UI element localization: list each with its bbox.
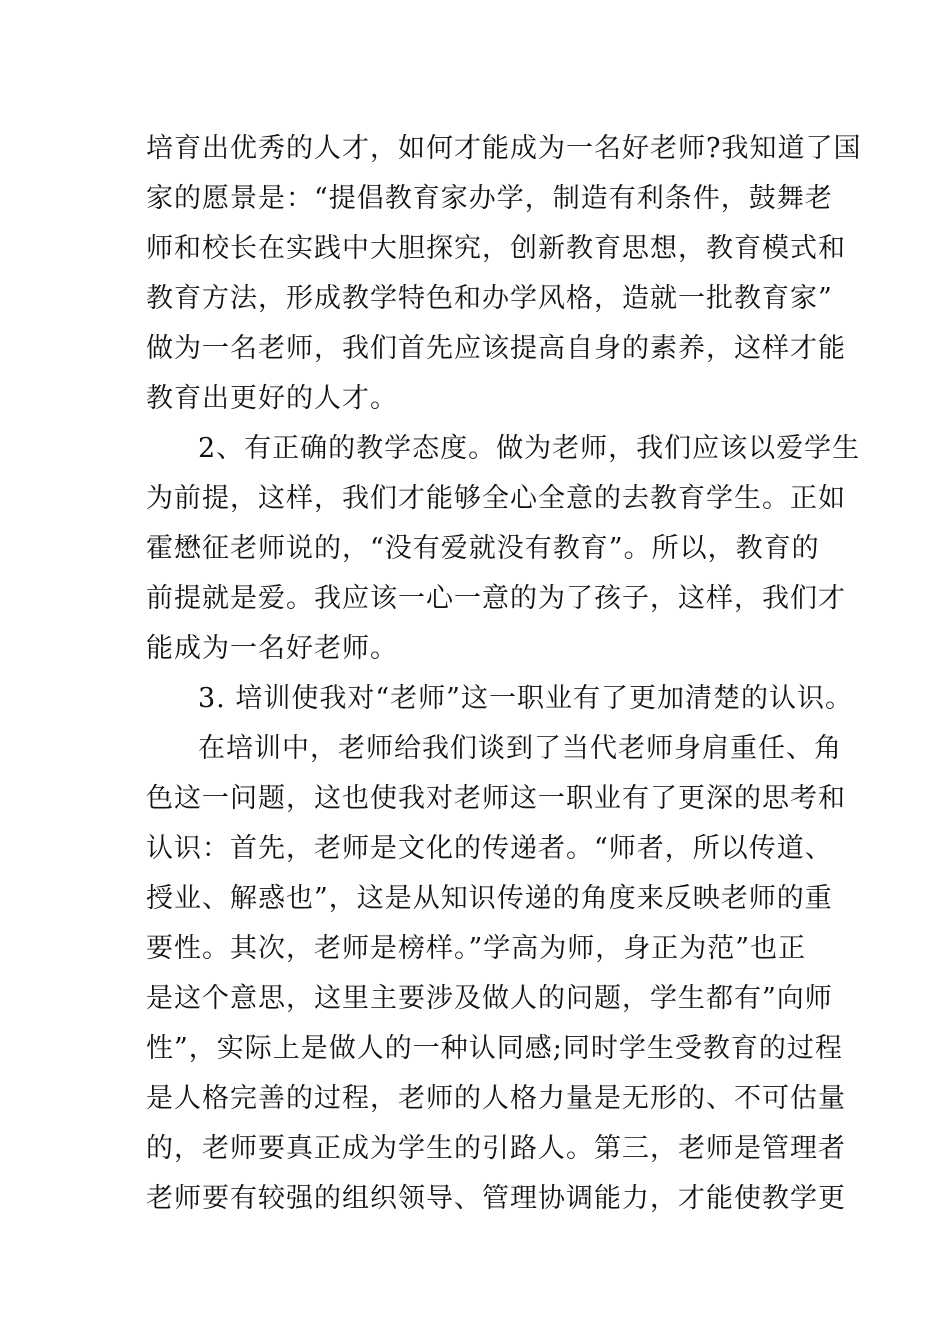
- text-line: 为前提，这样，我们才能够全心全意的去教育学生。正如: [146, 483, 846, 514]
- section-heading: 3. 培训使我对“老师”这一职业有了更加清楚的认识。: [198, 683, 853, 714]
- text-line: 家的愿景是：“提倡教育家办学，制造有利条件，鼓舞老: [146, 183, 833, 214]
- text-line: 老师要有较强的组织领导、管理协调能力，才能使教学更: [146, 1183, 846, 1214]
- text-line: 教育出更好的人才。: [146, 383, 398, 414]
- text-line: 教育方法，形成教学特色和办学风格，造就一批教育家”: [146, 283, 833, 314]
- text-line: 能成为一名好老师。: [146, 633, 398, 664]
- text-line: 师和校长在实践中大胆探究，创新教育思想，教育模式和: [146, 233, 846, 264]
- text-line: 培育出优秀的人才，如何才能成为一名好老师?我知道了国: [146, 133, 862, 164]
- text-line: 授业、解惑也”，这是从知识传递的角度来反映老师的重: [146, 883, 833, 914]
- text-line: 做为一名老师，我们首先应该提高自身的素养，这样才能: [146, 333, 846, 364]
- text-line: 在培训中，老师给我们谈到了当代老师身肩重任、角: [198, 733, 842, 764]
- text-line: 前提就是爱。我应该一心一意的为了孩子，这样，我们才: [146, 583, 846, 614]
- text-line: 是这个意思，这里主要涉及做人的问题，学生都有”向师: [146, 983, 833, 1014]
- text-line: 是人格完善的过程，老师的人格力量是无形的、不可估量: [146, 1083, 846, 1114]
- text-line: 色这一问题，这也使我对老师这一职业有了更深的思考和: [146, 783, 846, 814]
- text-line: 霍懋征老师说的，“没有爱就没有教育”。所以，教育的: [146, 533, 820, 564]
- text-line: 认识：首先，老师是文化的传递者。“师者，所以传道、: [146, 833, 833, 864]
- text-line: 的，老师要真正成为学生的引路人。第三，老师是管理者: [146, 1133, 846, 1164]
- text-line: 要性。其次，老师是榜样。”学高为师，身正为范”也正: [146, 933, 807, 964]
- text-line: 2、有正确的教学态度。做为老师，我们应该以爱学生: [198, 433, 861, 464]
- text-line: 性”，实际上是做人的一种认同感;同时学生受教育的过程: [146, 1033, 843, 1064]
